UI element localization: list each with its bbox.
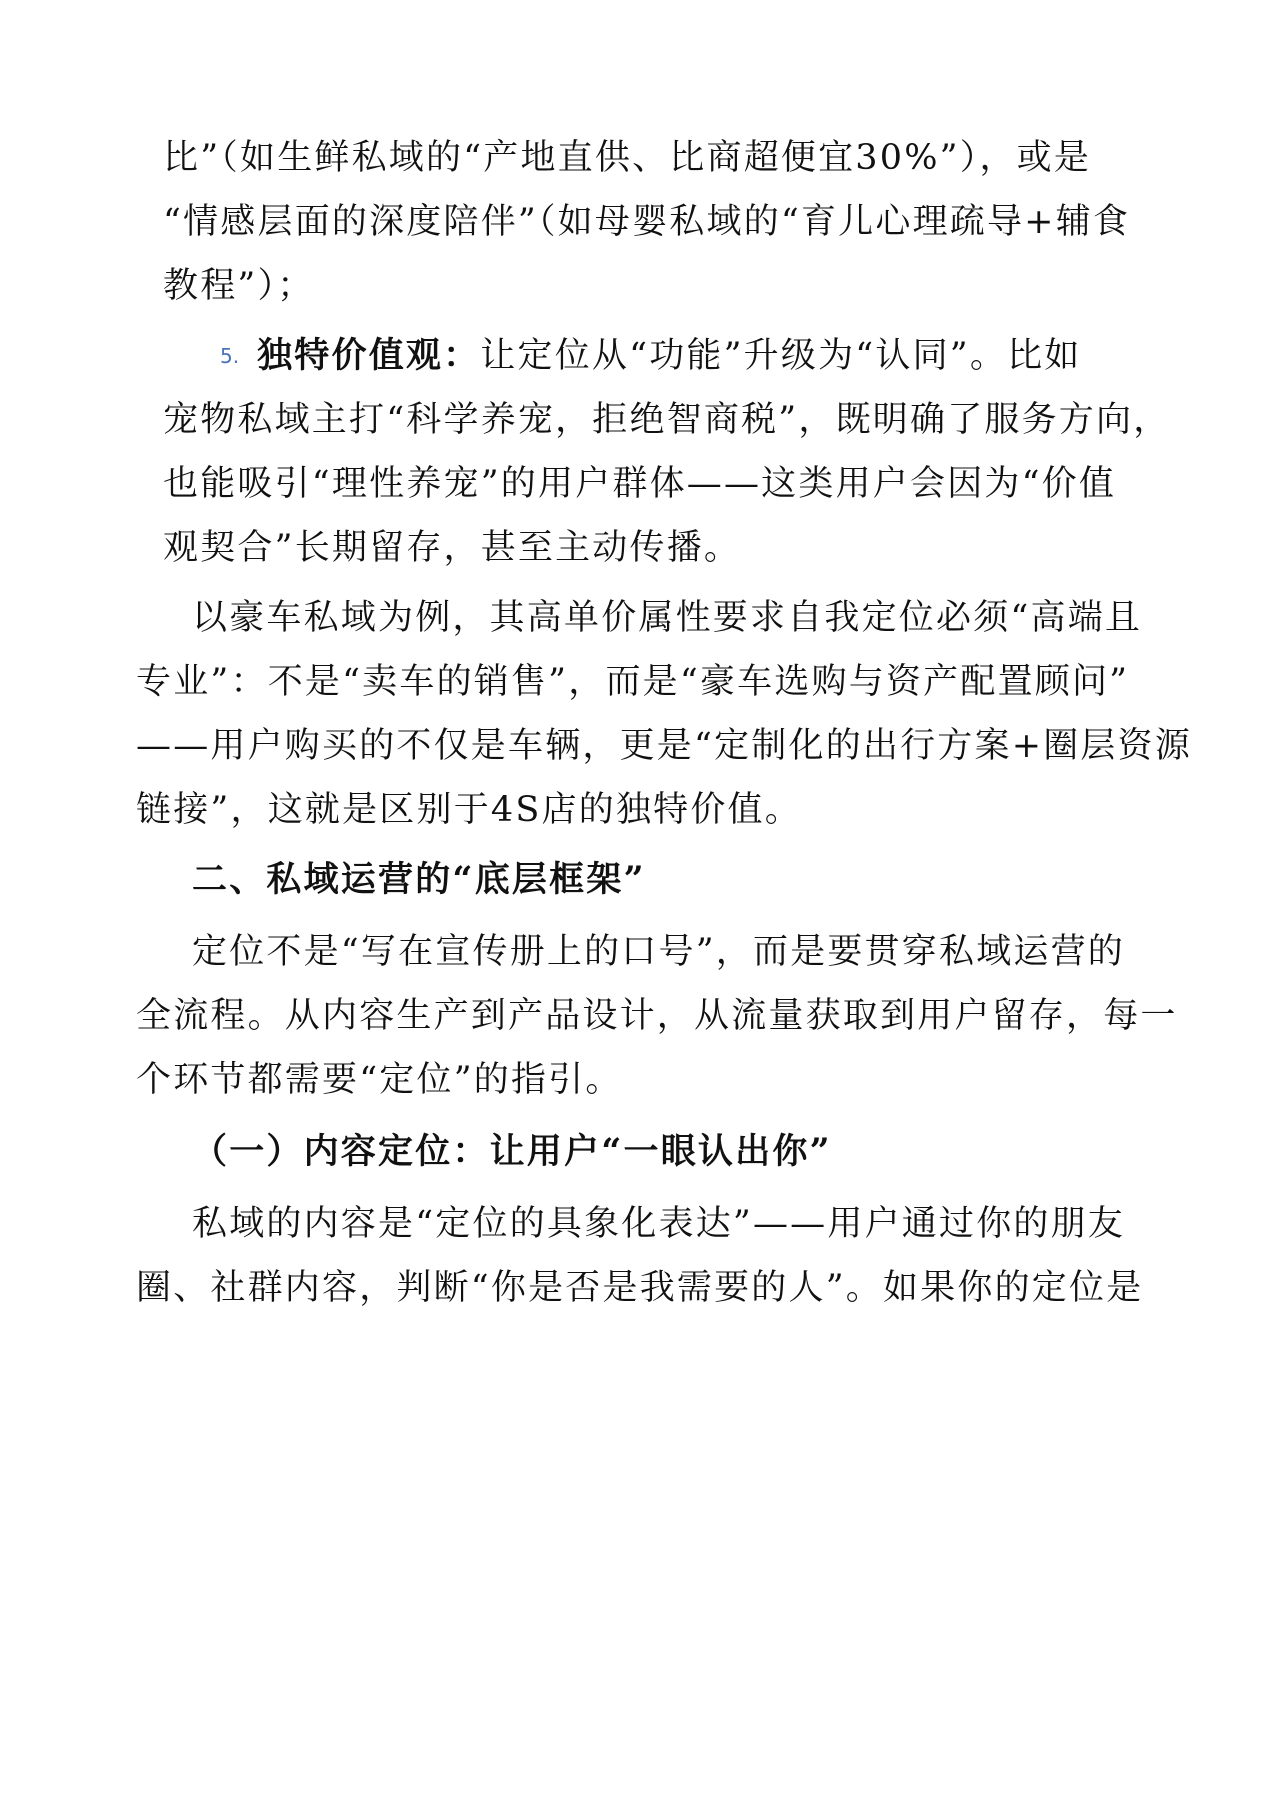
luxury-paragraph-line-3: ——用户购买的不仅是车辆，更是“定制化的出行方案+圈层资源 bbox=[136, 726, 1193, 766]
continuation-line-1: 比”（如生鲜私域的“产地直供、比商超便宜30%”），或是 bbox=[163, 138, 1092, 178]
luxury-paragraph-line-1: 以豪车私域为例，其高单价属性要求自我定位必须“高端且 bbox=[192, 598, 1143, 638]
framework-paragraph-line-3: 个环节都需要“定位”的指引。 bbox=[136, 1060, 623, 1100]
subsection-heading: （一）内容定位：让用户“一眼认出你” bbox=[192, 1131, 832, 1172]
list-number: 5. bbox=[220, 344, 240, 368]
content-paragraph-line-2: 圈、社群内容，判断“你是否是我需要的人”。如果你的定位是 bbox=[136, 1268, 1144, 1308]
framework-paragraph-line-1: 定位不是“写在宣传册上的口号”，而是要贯穿私域运营的 bbox=[192, 932, 1125, 972]
list-item-5-line-4: 观契合”长期留存，甚至主动传播。 bbox=[163, 528, 742, 568]
continuation-line-3: 教程”）； bbox=[163, 266, 315, 306]
luxury-paragraph-line-4: 链接”，这就是区别于4S店的独特价值。 bbox=[136, 790, 802, 830]
section-heading: 二、私域运营的“底层框架” bbox=[192, 859, 646, 900]
luxury-paragraph-line-2: 专业”：不是“卖车的销售”，而是“豪车选购与资产配置顾问” bbox=[136, 662, 1130, 702]
list-item-text: 让定位从“功能”升级为“认同”。比如 bbox=[480, 336, 1082, 376]
list-item-5-line-3: 也能吸引“理性养宠”的用户群体——这类用户会因为“价值 bbox=[163, 464, 1117, 504]
list-item-5-line-1 bbox=[220, 334, 1081, 378]
framework-paragraph-line-2: 全流程。从内容生产到产品设计，从流量获取到用户留存，每一 bbox=[136, 996, 1178, 1036]
content-paragraph-line-1: 私域的内容是“定位的具象化表达”——用户通过你的朋友 bbox=[192, 1204, 1125, 1244]
list-item-5-line-2: 宠物私域主打“科学养宠，拒绝智商税”，既明确了服务方向， bbox=[163, 400, 1171, 440]
continuation-line-2: “情感层面的深度陪伴”（如母婴私域的“育儿心理疏导+辅食 bbox=[163, 202, 1131, 242]
list-item-term: 独特价值观： bbox=[257, 335, 481, 376]
